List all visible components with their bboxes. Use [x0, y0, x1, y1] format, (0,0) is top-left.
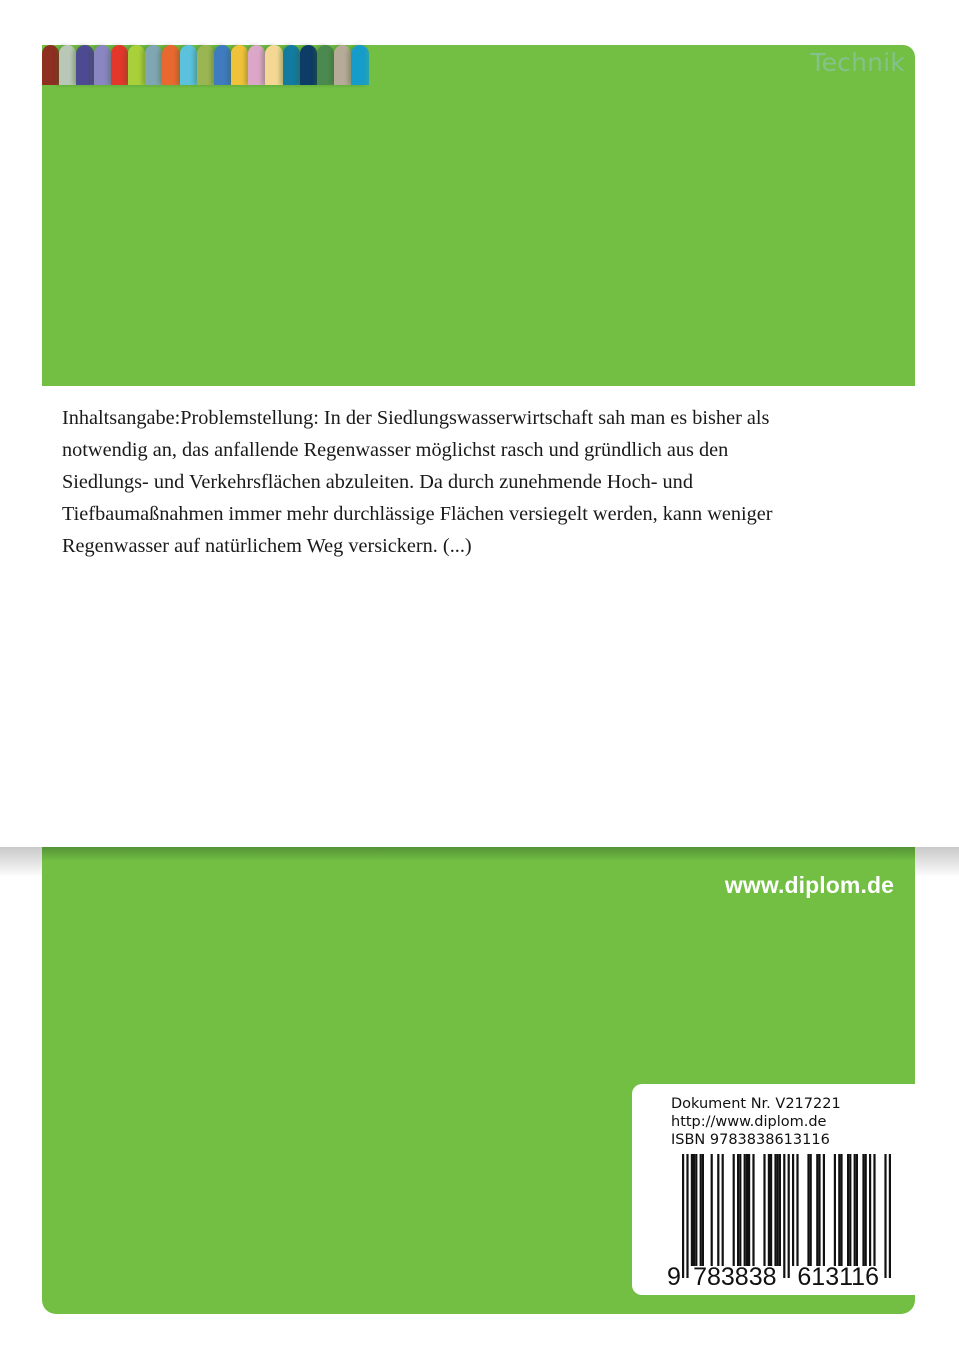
- label-url: http://www.diplom.de: [671, 1114, 827, 1130]
- color-tab: [111, 45, 128, 85]
- color-tab: [317, 45, 334, 85]
- label-text: [671, 1095, 841, 1149]
- color-tab: [231, 45, 248, 85]
- abstract-line: Regenwasser auf natürlichem Weg versickern. (...): [62, 535, 472, 557]
- color-tab: [145, 45, 162, 85]
- abstract-text: [62, 402, 892, 562]
- color-tab: [94, 45, 111, 85]
- barcode-right-digits: 613116: [797, 1263, 879, 1288]
- color-tab: [76, 45, 93, 85]
- color-tab: [197, 45, 214, 85]
- abstract-line: Inhaltsangabe:Problemstellung: In der Siedlungswasserwirtschaft sah man es bisher als: [62, 407, 770, 429]
- color-tab: [180, 45, 197, 85]
- color-tab: [300, 45, 317, 85]
- color-tab: [42, 45, 59, 85]
- ean13-barcode: [666, 1154, 894, 1288]
- cover-top-panel: [42, 45, 915, 386]
- color-tab-strip: [42, 45, 369, 85]
- barcode-first-digit: 9: [667, 1263, 681, 1288]
- abstract-line: notwendig an, das anfallende Regenwasser möglichst rasch und gründlich aus den: [62, 439, 729, 461]
- color-tab: [59, 45, 76, 85]
- category-label: Technik: [810, 48, 905, 77]
- color-tab: [265, 45, 282, 85]
- abstract-line: Tiefbaumaßnahmen immer mehr durchlässige Flächen versiegelt werden, kann weniger: [62, 503, 773, 525]
- color-tab: [351, 45, 368, 85]
- color-tab: [162, 45, 179, 85]
- color-tab: [334, 45, 351, 85]
- document-number: Dokument Nr. V217221: [671, 1096, 841, 1112]
- abstract-line: Siedlungs- und Verkehrsflächen abzuleiten. Da durch zunehmende Hoch- und: [62, 471, 693, 493]
- isbn-number: ISBN 9783838613116: [671, 1132, 830, 1148]
- color-tab: [283, 45, 300, 85]
- barcode-bars: [666, 1154, 894, 1288]
- publisher-url: www.diplom.de: [724, 872, 894, 898]
- color-tab: [128, 45, 145, 85]
- barcode-left-digits: 783838: [693, 1263, 777, 1288]
- color-tab: [248, 45, 265, 85]
- isbn-label: [632, 1084, 915, 1295]
- color-tab: [214, 45, 231, 85]
